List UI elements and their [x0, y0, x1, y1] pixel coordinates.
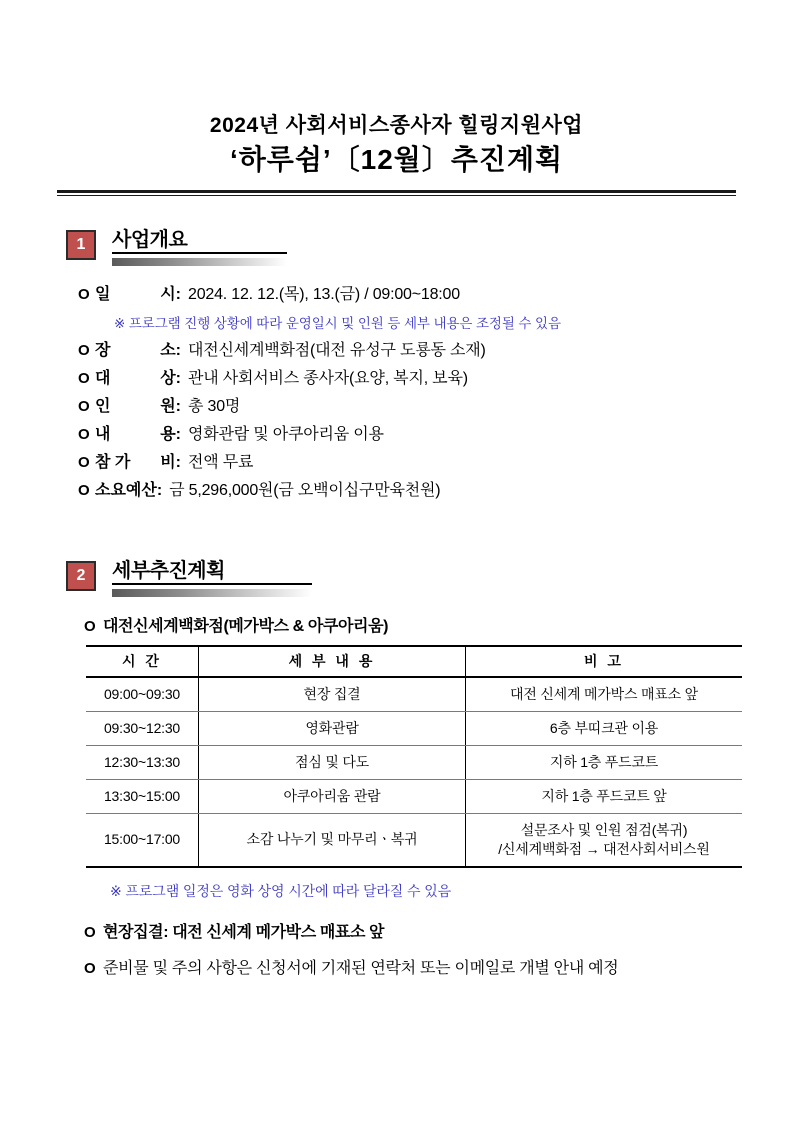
section-detail-plan — [0, 561, 793, 977]
section-2-header — [0, 561, 793, 597]
overview-value-place: 대전신세계백화점(대전 유성구 도룡동 소재) — [188, 342, 486, 359]
cell-time: 12:30~13:30 — [86, 746, 199, 780]
bullet-icon: O — [84, 959, 96, 977]
overview-item-target — [78, 366, 793, 392]
closing-notes — [0, 919, 793, 978]
overview-label-target — [95, 366, 181, 392]
overview-list — [0, 282, 793, 503]
overview-item-place — [78, 338, 793, 364]
section-2-badge: 2 — [66, 561, 96, 591]
schedule-note: ※ 프로그램 일정은 영화 상영 시간에 따라 달라질 수 있음 — [110, 882, 452, 899]
overview-value-target: 관내 사회서비스 종사자(요양, 복지, 보육) — [188, 369, 468, 387]
table-row — [86, 746, 742, 780]
overview-label-budget: 소요예산: — [95, 481, 163, 499]
cell-note: 지하 1층 푸드코트 — [466, 746, 743, 780]
overview-label-headcount-right: 원: — [160, 397, 181, 415]
overview-label-content-left: 내 — [95, 425, 111, 443]
section-2-title-wrap — [112, 561, 312, 597]
bullet-icon: O — [78, 453, 90, 471]
schedule-table-body — [86, 677, 742, 866]
bullet-icon: O — [78, 481, 90, 499]
column-header-detail: 세 부 내 용 — [199, 646, 466, 677]
overview-label-fee-left: 참 가 — [95, 453, 131, 471]
overview-value-date: 2024. 12. 12.(목), 13.(금) / 09:00~18:00 — [188, 286, 460, 304]
bullet-icon: O — [78, 369, 90, 387]
cell-note-line-2: /신세계백화점 → 대전사회서비스원 — [498, 840, 710, 857]
overview-label-place-left: 장 — [95, 342, 111, 359]
section-2-gradient-bar — [112, 589, 312, 597]
section-1-header — [0, 230, 793, 266]
document-title-block — [0, 0, 793, 196]
cell-detail: 소감 나누기 및 마무리ㆍ복귀 — [199, 813, 466, 866]
section-1-gradient-bar — [112, 258, 287, 266]
cell-time: 09:30~12:30 — [86, 712, 199, 746]
overview-item-headcount — [78, 394, 793, 420]
cell-detail: 점심 및 다도 — [199, 746, 466, 780]
section-1-title-wrap — [112, 230, 287, 266]
overview-label-fee-right: 비: — [160, 453, 181, 471]
table-row — [86, 780, 742, 814]
cell-note: 지하 1층 푸드코트 앞 — [466, 780, 743, 814]
cell-detail: 아쿠아리움 관람 — [199, 780, 466, 814]
overview-label-date — [95, 282, 181, 308]
schedule-table — [86, 645, 742, 867]
overview-label-date-left: 일 — [95, 286, 111, 304]
table-row — [86, 813, 742, 866]
overview-label-content — [95, 422, 181, 448]
cell-detail: 현장 집결 — [199, 677, 466, 711]
section-overview — [0, 230, 793, 503]
overview-note: ※ 프로그램 진행 상황에 따라 운영일시 및 인원 등 세부 내용은 조정될 수 있음 — [114, 316, 561, 331]
bullet-icon: O — [78, 425, 90, 443]
overview-label-fee — [95, 450, 181, 476]
bullet-icon: O — [84, 618, 96, 636]
title-divider — [57, 190, 736, 196]
cell-time: 13:30~15:00 — [86, 780, 199, 814]
venue-heading-label: 대전신세계백화점(메가박스 & 아쿠아리움) — [103, 618, 389, 636]
column-header-note: 비 고 — [466, 646, 743, 677]
cell-detail: 영화관람 — [199, 712, 466, 746]
cell-note: 대전 신세계 메가박스 매표소 앞 — [466, 677, 743, 711]
schedule-table-head — [86, 646, 742, 677]
section-1-title: 사업개요 — [112, 230, 287, 254]
bullet-icon: O — [78, 342, 90, 359]
closing-note-preparation — [0, 955, 793, 978]
overview-label-target-right: 상: — [160, 369, 181, 387]
overview-label-headcount-left: 인 — [95, 397, 111, 415]
title-line-1: 2024년 사회서비스종사자 힐링지원사업 — [209, 114, 584, 137]
overview-item-fee — [78, 450, 793, 476]
cell-time: 09:00~09:30 — [86, 677, 199, 711]
overview-value-budget: 금 5,296,000원(금 오백이십구만육천원) — [169, 481, 441, 499]
table-row — [86, 712, 742, 746]
bullet-icon: O — [78, 397, 90, 415]
overview-label-content-right: 용: — [160, 425, 181, 443]
overview-value-content: 영화관람 및 아쿠아리움 이용 — [188, 425, 384, 443]
table-header-row — [86, 646, 742, 677]
overview-item-date — [78, 282, 793, 308]
cell-note-line-1: 설문조사 및 인원 점검(복귀) — [520, 821, 688, 838]
overview-value-fee: 전액 무료 — [188, 453, 254, 471]
column-header-time: 시 간 — [86, 646, 199, 677]
bullet-icon: O — [78, 286, 90, 304]
overview-label-place-right: 소: — [160, 342, 181, 359]
section-1-badge: 1 — [66, 230, 96, 260]
overview-item-content — [78, 422, 793, 448]
section-2-title: 세부추진계획 — [112, 561, 312, 585]
overview-label-headcount — [95, 394, 181, 420]
overview-label-date-right: 시: — [160, 286, 181, 304]
cell-time: 15:00~17:00 — [86, 813, 199, 866]
overview-label-place — [95, 338, 181, 364]
title-line-2: ‘하루쉼’〔12월〕추진계획 — [229, 144, 564, 176]
overview-item-budget — [78, 478, 793, 504]
bullet-icon: O — [84, 923, 96, 941]
cell-note: 6층 부띠크관 이용 — [466, 712, 743, 746]
closing-note-meeting-point-text: 현장집결: 대전 신세계 메가박스 매표소 앞 — [103, 923, 385, 941]
venue-heading — [0, 613, 793, 636]
closing-note-preparation-text: 준비물 및 주의 사항은 신청서에 기재된 연락처 또는 이메일로 개별 안내 예정 — [103, 959, 619, 977]
table-row — [86, 677, 742, 711]
cell-note — [466, 813, 743, 866]
closing-note-meeting-point — [0, 919, 793, 942]
overview-label-target-left: 대 — [95, 369, 111, 387]
overview-value-headcount: 총 30명 — [188, 397, 241, 415]
